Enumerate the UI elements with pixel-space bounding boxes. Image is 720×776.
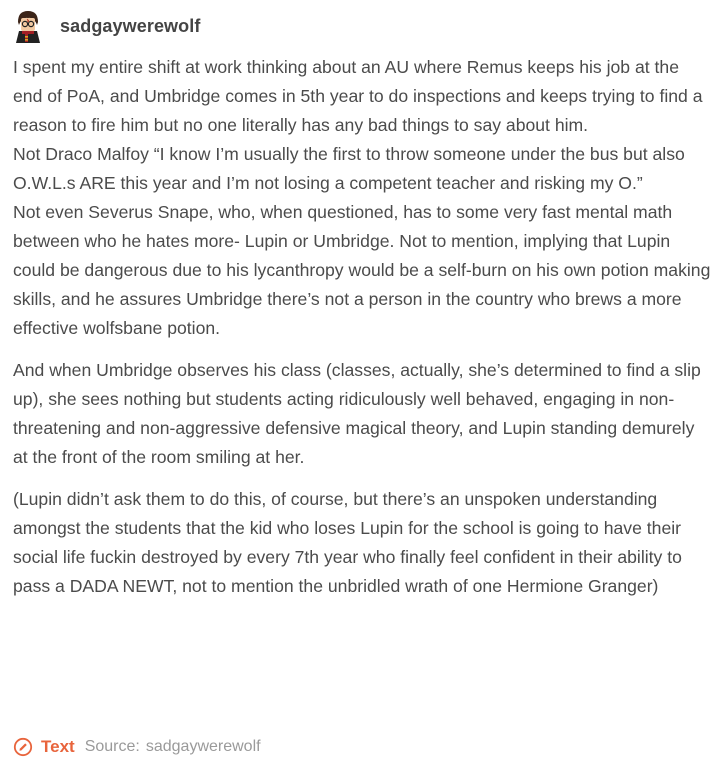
post-paragraph: Not even Severus Snape, who, when questioned, has to some very fast mental math between who he hates more- Lupin or Umbridge. Not to mention, implying that Lupin could be dangerous due to his lycanthropy would be a self-burn on his own potion making skills, and he assures Umbridge there’s not a person in the country who brews a more effective wolfsbane potion.: [13, 202, 711, 338]
post-paragraph: Not Draco Malfoy “I know I’m usually the first to throw someone under the bus but also O.W.L.s ARE this year and I’m not losing a competent teacher and risking my O.”: [13, 144, 685, 193]
post-username[interactable]: sadgaywerewolf: [60, 15, 201, 36]
post-paragraph: (Lupin didn’t ask them to do this, of course, but there’s an unspoken understanding amongst the students that the kid who loses Lupin for the school is going to have their social life fuckin destroyed by every 7th year who finally feel confident in their ability to pass a DADA NEWT, not to mention the unbridled wrath of one Hermione Granger): [13, 489, 682, 596]
source-link[interactable]: sadgaywerewolf: [145, 738, 261, 755]
source-label: Source:: [84, 738, 140, 755]
post-header: [10, 6, 200, 46]
post-body: [13, 53, 713, 601]
text-post-icon: [13, 737, 33, 757]
post-footer: [13, 736, 261, 758]
post-paragraph: I spent my entire shift at work thinking about an AU where Remus keeps his job at the end of PoA, and Umbridge comes in 5th year to do inspections and keeps trying to find a reason to fire him but no one literally has any bad things to say about him.: [13, 57, 703, 135]
post-paragraph: And when Umbridge observes his class (classes, actually, she’s determined to find a slip up), she sees nothing but students acting ridiculously well behaved, engaging in non-threatening and non-aggressive defensive magical theory, and Lupin standing demurely at the front of the room smiling at her.: [13, 360, 701, 467]
post-type-label[interactable]: Text: [41, 737, 75, 756]
harry-potter-avatar-icon[interactable]: [10, 8, 46, 44]
